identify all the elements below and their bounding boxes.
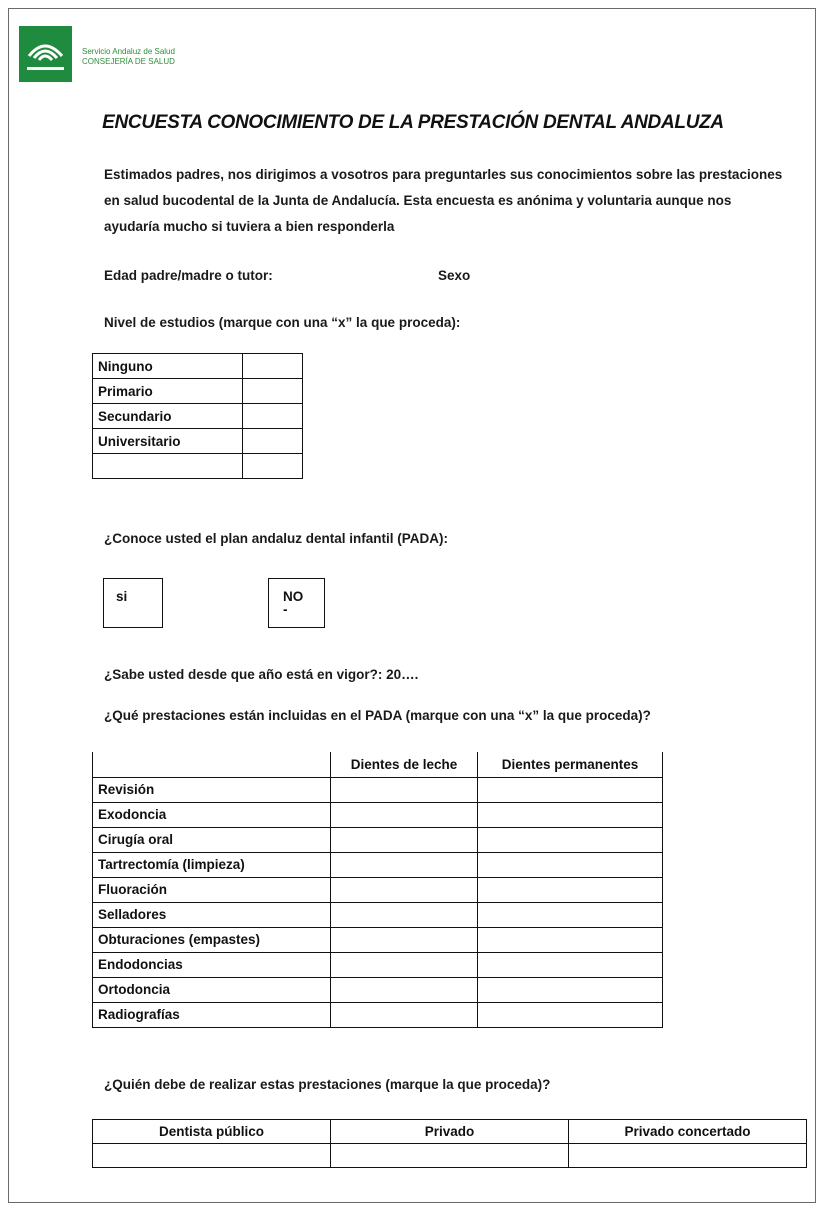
checkbox-cell[interactable] <box>569 1144 807 1168</box>
age-label: Edad padre/madre o tutor: <box>104 268 273 283</box>
column-header <box>93 752 331 777</box>
table-row <box>93 902 663 927</box>
checkbox-cell[interactable] <box>331 777 478 802</box>
checkbox-cell[interactable] <box>478 877 663 902</box>
checkbox-cell[interactable] <box>331 952 478 977</box>
year-question: ¿Sabe usted desde que año está en vigor?: 20…. <box>104 667 419 682</box>
survey-title: ENCUESTA CONOCIMIENTO DE LA PRESTACIÓN DENTAL ANDALUZA <box>102 112 724 133</box>
org-line-2: CONSEJERÍA DE SALUD <box>82 57 175 66</box>
intro-paragraph: Estimados padres, nos dirigimos a vosotros para preguntarles sus conocimientos sobre las prestaciones en salud bucodental de la Junta de Andalucía. Esta encuesta es anónima y voluntaria aunque nos ayudaría mucho si tuviera a bien responderla <box>104 167 783 234</box>
education-checkbox[interactable] <box>243 379 303 404</box>
table-row <box>93 827 663 852</box>
pada-yes-box[interactable] <box>103 578 163 628</box>
column-header: Dientes de leche <box>331 752 478 777</box>
table-header-row <box>93 752 663 777</box>
table-header-row <box>93 1120 807 1144</box>
column-header: Privado <box>331 1120 569 1144</box>
column-header: Dientes permanentes <box>478 752 663 777</box>
service-label: Exodoncia <box>93 802 331 827</box>
checkbox-cell[interactable] <box>478 852 663 877</box>
pada-no-box[interactable] <box>268 578 325 628</box>
table-row <box>93 1002 663 1027</box>
checkbox-cell[interactable] <box>331 1002 478 1027</box>
column-header: Dentista público <box>93 1120 331 1144</box>
provider-question: ¿Quién debe de realizar estas prestaciones (marque la que proceda)? <box>104 1077 551 1092</box>
service-label: Selladores <box>93 902 331 927</box>
table-row <box>93 802 663 827</box>
table-row <box>93 852 663 877</box>
pada-question: ¿Conoce usted el plan andaluz dental infantil (PADA): <box>104 531 449 546</box>
table-row <box>93 354 303 379</box>
checkbox-cell[interactable] <box>93 1144 331 1168</box>
checkbox-cell[interactable] <box>331 977 478 1002</box>
pada-yes-label: si <box>116 589 128 604</box>
table-row <box>93 977 663 1002</box>
checkbox-cell[interactable] <box>331 827 478 852</box>
service-label: Radiografías <box>93 1002 331 1027</box>
table-row <box>93 777 663 802</box>
checkbox-cell[interactable] <box>331 877 478 902</box>
checkbox-cell[interactable] <box>331 1144 569 1168</box>
table-row <box>93 952 663 977</box>
checkbox-cell[interactable] <box>331 902 478 927</box>
services-table <box>92 752 663 1028</box>
checkbox-cell[interactable] <box>331 802 478 827</box>
service-label: Obturaciones (empastes) <box>93 927 331 952</box>
service-label: Tartrectomía (limpieza) <box>93 852 331 877</box>
table-row <box>93 927 663 952</box>
education-option: Primario <box>93 379 243 404</box>
education-question: Nivel de estudios (marque con una “x” la que proceda): <box>104 315 461 330</box>
column-header: Privado concertado <box>569 1120 807 1144</box>
checkbox-cell[interactable] <box>478 927 663 952</box>
pada-no-label: NO <box>283 589 304 604</box>
education-option: Universitario <box>93 429 243 454</box>
checkbox-cell[interactable] <box>478 802 663 827</box>
service-label: Ortodoncia <box>93 977 331 1002</box>
sex-label: Sexo <box>438 268 471 283</box>
table-row <box>93 1144 807 1168</box>
org-line-1: Servicio Andaluz de Salud <box>82 47 175 56</box>
service-label: Cirugía oral <box>93 827 331 852</box>
service-label: Revisión <box>93 777 331 802</box>
service-label: Fluoración <box>93 877 331 902</box>
checkbox-cell[interactable] <box>331 852 478 877</box>
pada-no-mark: - <box>283 602 288 617</box>
checkbox-cell[interactable] <box>478 902 663 927</box>
table-row <box>93 404 303 429</box>
table-row <box>93 429 303 454</box>
checkbox-cell[interactable] <box>478 777 663 802</box>
table-row <box>93 379 303 404</box>
education-option: Ninguno <box>93 354 243 379</box>
education-option <box>93 454 243 479</box>
service-label: Endodoncias <box>93 952 331 977</box>
checkbox-cell[interactable] <box>478 827 663 852</box>
education-option: Secundario <box>93 404 243 429</box>
education-checkbox[interactable] <box>243 429 303 454</box>
checkbox-cell[interactable] <box>478 1002 663 1027</box>
table-row <box>93 454 303 479</box>
checkbox-cell[interactable] <box>478 952 663 977</box>
table-row <box>93 877 663 902</box>
services-question: ¿Qué prestaciones están incluidas en el PADA (marque con una “x” la que proceda)? <box>104 708 651 723</box>
organization-name <box>82 47 175 67</box>
education-table <box>92 353 303 479</box>
junta-andalucia-logo-icon <box>19 26 72 82</box>
provider-table <box>92 1119 807 1168</box>
education-checkbox[interactable] <box>243 354 303 379</box>
checkbox-cell[interactable] <box>331 927 478 952</box>
education-checkbox[interactable] <box>243 404 303 429</box>
checkbox-cell[interactable] <box>478 977 663 1002</box>
education-checkbox[interactable] <box>243 454 303 479</box>
